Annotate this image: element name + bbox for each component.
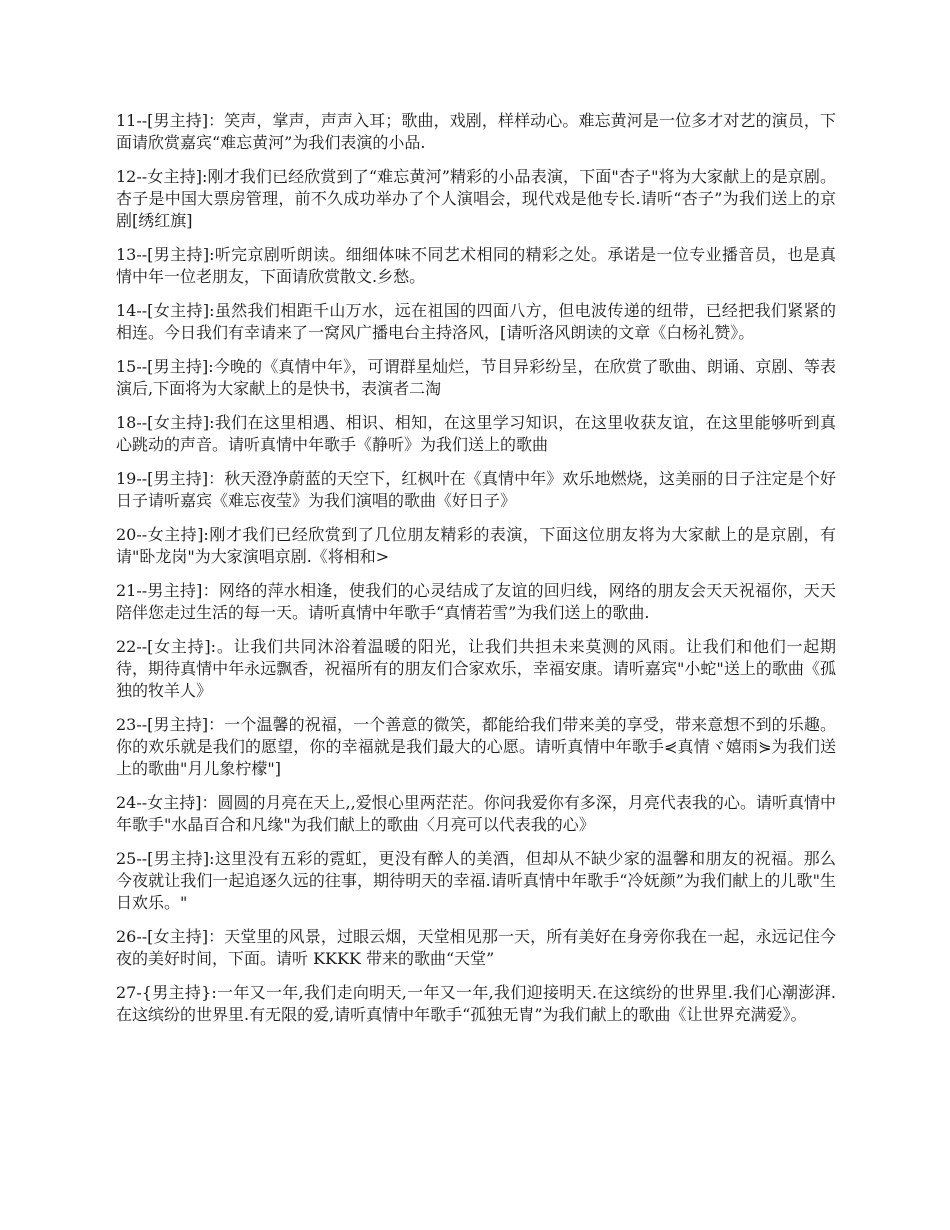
paragraph-21: 21--男主持]：网络的萍水相逢，使我们的心灵结成了友谊的回归线，网络的朋友会天天祝福你，天天陪伴您走过生活的每一天。请听真情中年歌手“真情若雪”为我们送上的歌曲. (116, 581, 836, 622)
paragraph-23: 23--[男主持]：一个温馨的祝福，一个善意的微笑，都能给我们带来美的享受，带来意想不到的乐趣。你的欢乐就是我们的愿望，你的幸福就是我们最大的心愿。请听真情中年歌手⋞真情ヾ嬉雨⋟为我们送上的歌曲"月儿象柠檬"] (116, 715, 836, 778)
paragraph-26: 26--[女主持]：天堂里的风景，过眼云烟，天堂相见那一天，所有美好在身旁你我在一起，永远记住今夜的美好时间，下面。请听 KKKK 带来的歌曲“天堂” (116, 927, 836, 968)
document-body (116, 110, 836, 1038)
paragraph-14: 14--[女主持]:虽然我们相距千山万水，远在祖国的四面八方，但电波传递的纽带，已经把我们紧紧的相连。今日我们有幸请来了一窝风广播电台主持洛风，[请听洛风朗读的文章《白杨礼赞》。 (116, 301, 836, 342)
paragraph-27: 27-{男主持}:一年又一年,我们走向明天,一年又一年,我们迎接明天.在这缤纷的世界里.我们心潮澎湃.在这缤纷的世界里.有无限的爱,请听真情中年歌手“孤独无冑”为我们献上的歌曲《让世界充满爱》。 (116, 983, 836, 1024)
paragraph-19: 19--[男主持]：秋天澄净蔚蓝的天空下，红枫叶在《真情中年》欢乐地燃烧，这美丽的日子注定是个好日子请听嘉宾《难忘夜莹》为我们演唱的歌曲《好日子》 (116, 469, 836, 510)
paragraph-24: 24--女主持]：圆圆的月亮在天上,,爱恨心里两茫茫。你问我爱你有多深，月亮代表我的心。请听真情中年歌手"水晶百合和凡缘"为我们献上的歌曲〈月亮可以代表我的心》 (116, 793, 836, 834)
paragraph-13: 13--[男主持]:听完京剧听朗读。细细体味不同艺术相同的精彩之处。承诺是一位专业播音员，也是真情中年一位老朋友，下面请欣赏散文.乡愁。 (116, 245, 836, 286)
paragraph-25: 25--[男主持]:这里没有五彩的霓虹，更没有醉人的美酒，但却从不缺少家的温馨和朋友的祝福。那么今夜就让我们一起追逐久远的往事，期待明天的幸福.请听真情中年歌手“冷妩颜”为我们献上的儿歌"生日欢乐。" (116, 849, 836, 912)
paragraph-20: 20--女主持]:刚才我们已经欣赏到了几位朋友精彩的表演，下面这位朋友将为大家献上的是京剧，有请"卧龙岗"为大家演唱京剧.《将相和> (116, 525, 836, 566)
paragraph-12: 12--女主持]:刚才我们已经欣赏到了“难忘黄河”精彩的小品表演，下面"杏子"将为大家献上的是京剧。杏子是中国大票房管理，前不久成功举办了个人演唱会，现代戏是他专长.请听“杏子”为我们送上的京剧[绣红旗] (116, 167, 836, 230)
paragraph-11: 11--[男主持]：笑声，掌声，声声入耳；歌曲，戏剧，样样动心。难忘黄河是一位多才对艺的演员，下面请欣赏嘉宾“难忘黄河”为我们表演的小品. (116, 111, 836, 152)
paragraph-15: 15--[男主持]:今晚的《真情中年》，可谓群星灿烂，节目异彩纷呈，在欣赏了歌曲、朗诵、京剧、等表演后,下面将为大家献上的是快书，表演者二淘 (116, 357, 836, 398)
paragraph-18: 18--[女主持]:我们在这里相遇、相识、相知，在这里学习知识，在这里收获友谊，在这里能够听到真心跳动的声音。请听真情中年歌手《静听》为我们送上的歌曲 (116, 413, 836, 454)
paragraph-22: 22--[女主持]:。让我们共同沐浴着温暖的阳光，让我们共担未来莫测的风雨。让我们和他们一起期待，期待真情中年永远飘香，祝福所有的朋友们合家欢乐，幸福安康。请听嘉宾"小蛇"送上的歌曲《孤独的牧羊人》 (116, 637, 836, 700)
